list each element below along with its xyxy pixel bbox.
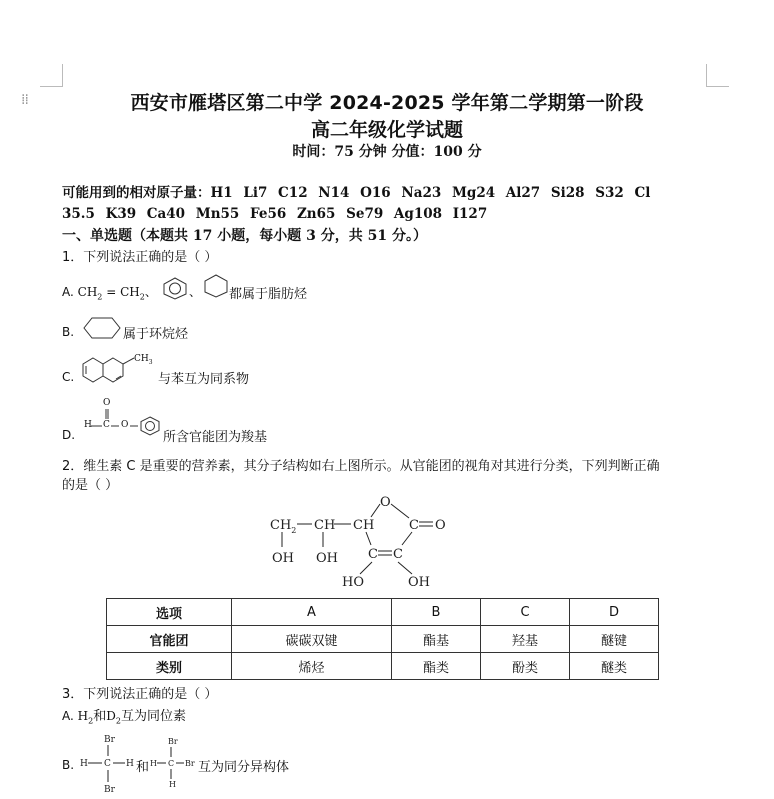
exam-title-line2: 高二年级化学试题 [310, 119, 463, 141]
table-cell: 烯烃 [232, 653, 392, 680]
q1-d-o: O [121, 420, 129, 430]
q1-a-prefix: A. [62, 285, 74, 299]
cyclohexene-structure [80, 315, 124, 341]
table-cell: 醚类 [570, 653, 659, 680]
table-cell: B [392, 599, 481, 626]
vc-ch2: $CH_2$ [270, 518, 297, 535]
q3-a-prefix: A. [62, 709, 74, 723]
q3-b-prefix: B. [62, 758, 75, 772]
vc-oh4: OH [408, 575, 430, 590]
table-cell: 碳碳双键 [232, 626, 392, 653]
table-cell: C [481, 599, 570, 626]
vc-ch-a: CH [314, 518, 336, 533]
q3-option-a [62, 705, 186, 725]
q3-a-h-sub: 2 [88, 716, 94, 726]
q3-b-and: 和 [136, 760, 150, 775]
table-row [107, 599, 659, 626]
q1-b-suffix: 属于环烷烃 [123, 327, 189, 342]
methylnaphthalene-structure [80, 352, 140, 386]
q1-c-ch3-sub: 3 [148, 358, 153, 366]
q1-d-h: H [84, 420, 92, 430]
q2-stem-line2: 的是（ ） [62, 478, 119, 493]
q1-a-suffix: 都属于脂肪烃 [229, 287, 308, 302]
q1-a-sep1: 、 [144, 285, 157, 299]
q1-d-o-top: O [103, 398, 111, 408]
q3-a-and: 和 [93, 709, 107, 724]
table-cell: 酯类 [392, 653, 481, 680]
s1-right: H [126, 759, 134, 769]
s2-bottom: H [169, 780, 176, 789]
page-corner-top-left [40, 64, 63, 87]
q1-c-ch3 [134, 354, 153, 366]
dibromomethane-structure-2 [149, 734, 199, 792]
table-cell: D [570, 599, 659, 626]
q1-d-c: C [103, 420, 110, 430]
table-row [107, 653, 659, 680]
s2-top: Br [168, 737, 178, 746]
s1-bottom: Br [104, 785, 115, 795]
vc-c-carbonyl: C [409, 518, 419, 533]
s2-right: Br [185, 759, 195, 768]
vc-oh2: OH [316, 551, 338, 566]
table-cell: 官能团 [107, 626, 232, 653]
q1-c-ch3-label: CH [134, 354, 149, 364]
q1-c-suffix: 与苯互为同系物 [158, 372, 250, 387]
table-cell: 酯基 [392, 626, 481, 653]
table-row [107, 626, 659, 653]
s1-left: H [80, 759, 88, 769]
vc-c-left: C [368, 547, 378, 562]
q3-a-suffix: 互为同位素 [120, 709, 186, 724]
q1-a-eq: = CH [102, 285, 140, 299]
vc-ho3: HO [342, 575, 364, 590]
q2-options-table [106, 598, 659, 680]
section1-title: 一、单选题（本题共 17 小题，每小题 3 分，共 51 分。） [62, 228, 427, 244]
q2-stem-line1: 2．维生素 C 是重要的营养素，其分子结构如右上图所示。从官能团的视角对其进行分类，下列判断正确 [62, 459, 660, 474]
q1-a-sub: 2 [97, 292, 103, 302]
q1-b-prefix: B. [62, 325, 75, 339]
q1-option-a [62, 283, 157, 301]
q1-d-prefix: D. [62, 428, 76, 442]
s2-left: H [150, 759, 157, 768]
atomic-mass-list [62, 183, 722, 225]
page-corner-top-right [706, 64, 729, 87]
s1-top: Br [104, 735, 115, 745]
exam-time-score: 时间：75 分钟 分值：100 分 [292, 144, 482, 160]
q3-a-h: H [77, 709, 89, 723]
atomic-mass-line1: 可能用到的相对原子量：H1 Li7 C12 N14 O16 Na23 Mg24 Al27 Si28 S32 Cl [62, 185, 651, 201]
vc-o-ring: O [380, 495, 391, 510]
q3-stem: 3．下列说法正确的是（ ） [62, 687, 218, 702]
q1-a-sub2: 2 [139, 292, 145, 302]
vc-o-carbonyl: O [435, 518, 446, 533]
cyclohexane-structure [202, 273, 230, 299]
q1-a-ch2: CH [77, 285, 98, 299]
q3-b-suffix: 互为同分异构体 [198, 760, 290, 775]
table-cell: 选项 [107, 599, 232, 626]
vc-ch-b: CH [353, 518, 375, 533]
table-cell: A [232, 599, 392, 626]
q1-a-sep2: 、 [189, 285, 202, 299]
dibromomethane-structure-1 [78, 730, 138, 796]
s1-c: C [104, 759, 111, 769]
q3-a-d-sub: 2 [115, 716, 121, 726]
q1-stem: 1．下列说法正确的是（ ） [62, 250, 218, 265]
drag-handle-icon[interactable]: ⁞⁞ [21, 92, 28, 108]
vitamin-c-structure [268, 492, 454, 592]
benzene-structure [161, 276, 189, 300]
atomic-mass-line2: 35.5 K39 Ca40 Mn55 Fe56 Zn65 Se79 Ag108 I127 [62, 206, 488, 222]
table-cell: 类别 [107, 653, 232, 680]
s2-c: C [168, 759, 175, 768]
table-cell: 醚键 [570, 626, 659, 653]
vc-c-right: C [393, 547, 403, 562]
vc-oh1: OH [272, 551, 294, 566]
q3-a-d: D [106, 709, 116, 723]
table-cell: 酚类 [481, 653, 570, 680]
exam-title-line1: 西安市雁塔区第二中学 2024-2025 学年第二学期第一阶段 [130, 92, 644, 114]
table-cell: 羟基 [481, 626, 570, 653]
q1-c-prefix: C. [62, 370, 75, 384]
q1-d-suffix: 所含官能团为羧基 [163, 430, 268, 445]
